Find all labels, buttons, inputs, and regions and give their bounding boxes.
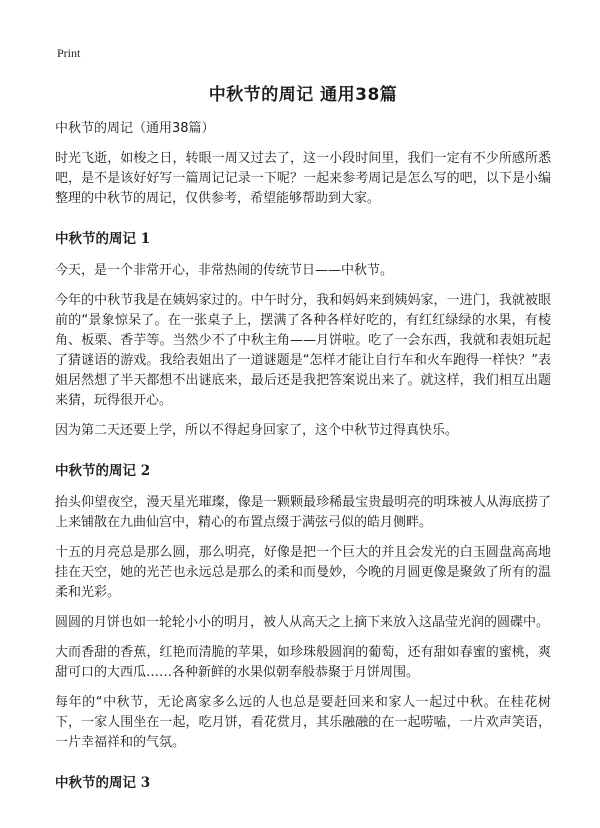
paragraph: 十五的月亮总是那么圆，那么明亮，好像是把一个巨大的并且会发光的白玉圆盘高高地挂在天空，她的光芒也永远总是那么的柔和而曼妙，今晚的月圆更像是聚敛了所有的温柔和光彩。 — [55, 545, 551, 600]
paragraph: 因为第二天还要上学，所以不得起身回家了，这个中秋节过得真快乐。 — [55, 423, 459, 438]
page-title: 中秋节的周记 通用38篇 — [208, 85, 398, 105]
intro-paragraph: 时光飞逝，如梭之日，转眼一周又过去了，这一小段时间里，我们一定有不少所感所悉吧，是不是该好好写一篇周记记录一下呢？一起来参考周记是怎么写的吧，以下是小编整理的中秋节的周记，仅供参考，希望能够帮助到大家。 — [55, 151, 551, 206]
document-subtitle: 中秋节的周记（通用38篇） — [55, 121, 215, 136]
paragraph: 每年的“中秋节，无论离家多么远的人也总是要赶回来和家人一起过中秋。在桂花树下，一家人围坐在一起，吃月饼，看花赏月，其乐融融的在一起唠嗑，一片欢声笑语，一片幸福祥和的气氛。 — [55, 695, 551, 750]
section-heading-3: 中秋节的周记 3 — [55, 775, 151, 791]
section-heading-2: 中秋节的周记 2 — [55, 463, 151, 479]
print-link[interactable]: Print — [57, 46, 81, 60]
paragraph: 抬头仰望夜空，漫天星光璀璨，像是一颗颗最珍稀最宝贵最明亮的明珠被人从海底捞了上来铺散在九曲仙宫中，精心的布置点缀于满弦弓似的皓月侧畔。 — [55, 495, 551, 530]
section-heading-1: 中秋节的周记 1 — [55, 231, 151, 247]
paragraph: 今天，是一个非常开心，非常热闹的传统节日——中秋节。 — [55, 263, 394, 278]
document-page — [55, 80, 551, 805]
paragraph: 今年的中秋节我是在姨妈家过的。中午时分，我和妈妈来到姨妈家，一进门，我就被眼前的“景象惊呆了。在一张桌子上，摆满了各种各样好吃的，有红红绿绿的水果，有棱角、板栗、香芋等。当然少不了中秋主角——月饼啦。吃了一会东西，我就和表姐玩起了猜谜语的游戏。我给表姐出了一道谜题是“怎样才能让自行车和火车跑得一样快？”表姐居然想了半天都想不出谜底来，最后还是我把答案说出来了。就这样，我们相互出题来猜，玩得很开心。 — [55, 293, 551, 408]
paragraph: 大而香甜的香蕉，红艳而清脆的苹果，如珍珠般圆润的葡萄，还有甜如春蜜的蜜桃，爽甜可口的大西瓜……各种新鲜的水果似朝奉般恭聚于月饼周围。 — [55, 645, 551, 680]
paragraph: 圆圆的月饼也如一轮轮小小的明月，被人从高天之上摘下来放入这晶莹光润的圆碟中。 — [55, 615, 550, 630]
